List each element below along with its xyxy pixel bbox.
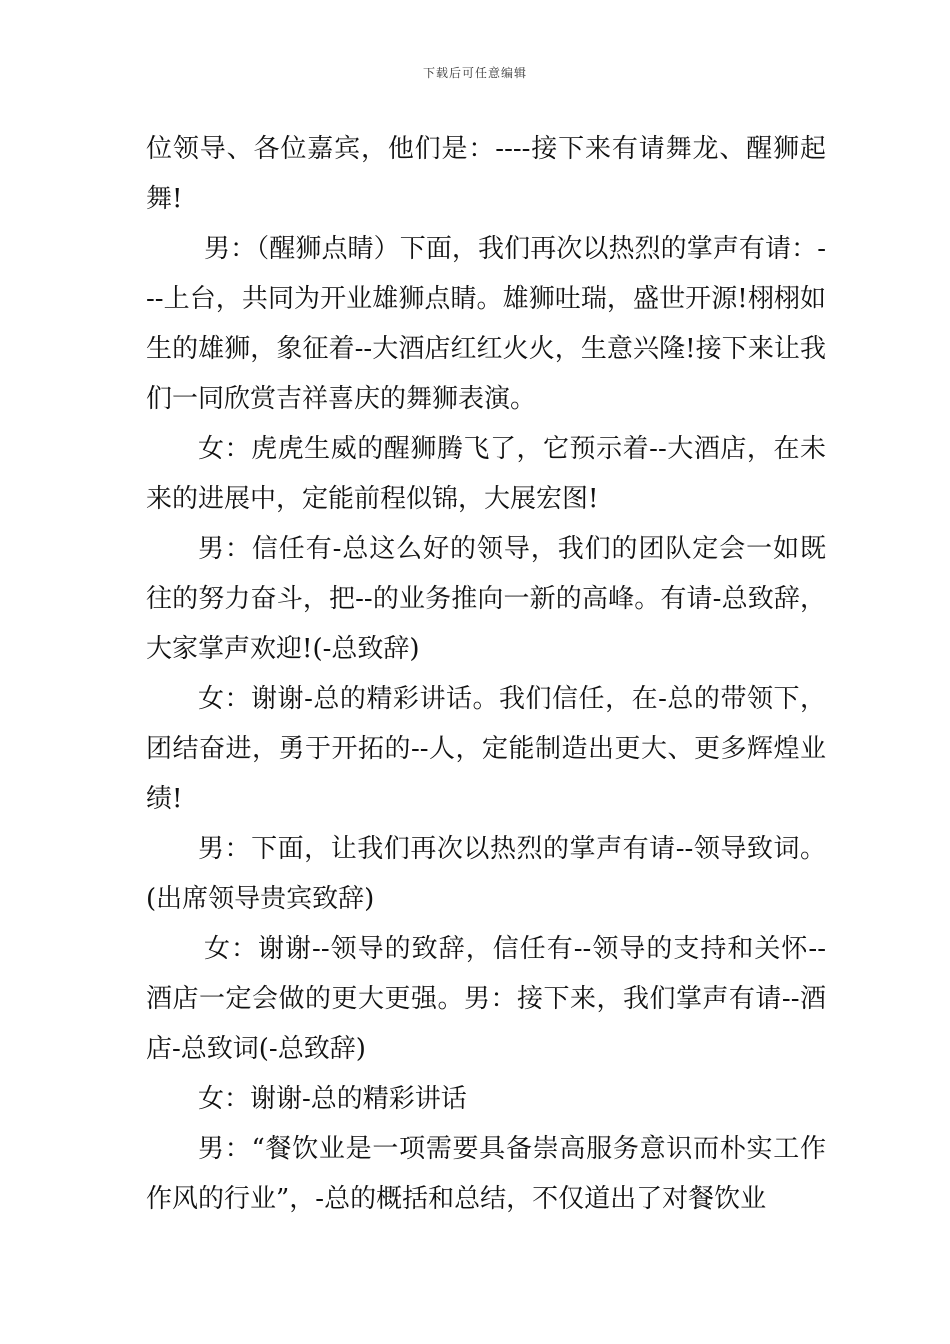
paragraph-8: 女：谢谢-总的精彩讲话 bbox=[198, 1084, 467, 1114]
paragraph-9: 男：“餐饮业是一项需要具备崇高服务意识而朴实工作作风的行业”，-总的概括和总结，不仅道出了对餐饮业 bbox=[146, 1134, 826, 1214]
paragraph-1: 位领导、各位嘉宾，他们是：----接下来有请舞龙、醒狮起舞! bbox=[146, 134, 826, 214]
paragraph-3: 女：虎虎生威的醒狮腾飞了，它预示着--大酒店，在未来的进展中，定能前程似锦，大展宏图! bbox=[146, 434, 826, 514]
document-body bbox=[146, 124, 826, 1224]
paragraph-4: 男：信任有-总这么好的领导，我们的团队定会一如既往的努力奋斗，把--的业务推向一新的高峰。有请-总致辞，大家掌声欢迎!(-总致辞) bbox=[146, 534, 826, 664]
paragraph-7: 女：谢谢--领导的致辞，信任有--领导的支持和关怀--酒店一定会做的更大更强。男：接下来，我们掌声有请--酒店-总致词(-总致辞) bbox=[146, 934, 826, 1064]
page-header: 下载后可任意编辑 bbox=[422, 66, 527, 80]
paragraph-2: 男：（醒狮点睛）下面，我们再次以热烈的掌声有请：---上台，共同为开业雄狮点睛。雄狮吐瑞，盛世开源!栩栩如生的雄狮，象征着--大酒店红红火火，生意兴隆!接下来让我们一同欣赏吉祥喜庆的舞狮表演。 bbox=[146, 234, 826, 414]
paragraph-6: 男：下面，让我们再次以热烈的掌声有请--领导致词。(出席领导贵宾致辞) bbox=[146, 834, 826, 914]
paragraph-5: 女：谢谢-总的精彩讲话。我们信任，在-总的带领下，团结奋进，勇于开拓的--人，定能制造出更大、更多辉煌业绩! bbox=[146, 684, 826, 814]
